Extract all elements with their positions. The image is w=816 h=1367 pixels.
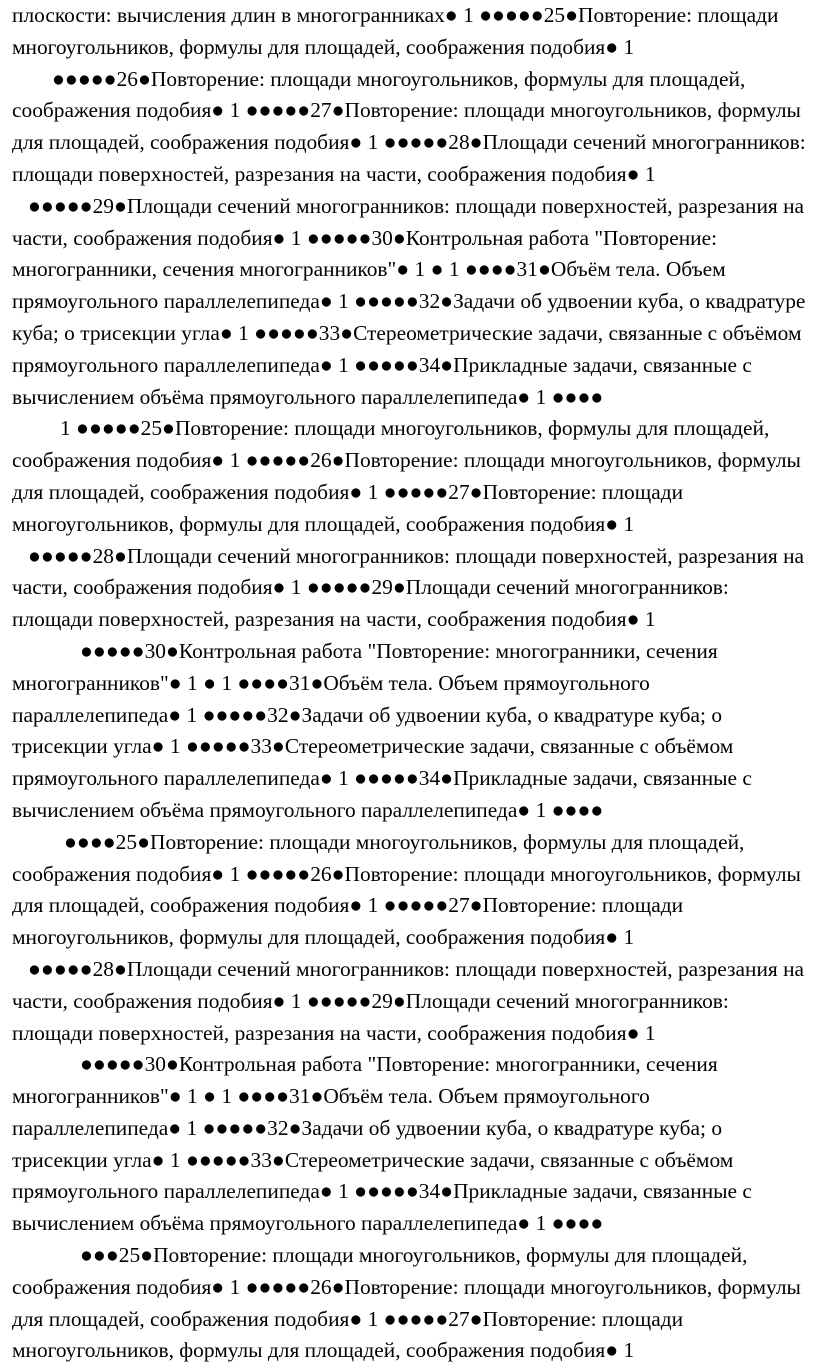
text-line: ●●●●●29●Площади сечений многогранников: площади поверхностей, разрезания на bbox=[28, 193, 805, 218]
text-line: ●●●●●28●Площади сечений многогранников: площади поверхностей, разрезания на bbox=[28, 543, 805, 568]
text-line: многоугольников, формулы для площадей, соображения подобия● 1 bbox=[12, 925, 635, 950]
text-line: прямоугольного параллелепипеда● 1 ●●●●●34●Прикладные задачи, связанные с bbox=[12, 1179, 752, 1204]
text-line: ●●●●●28●Площади сечений многогранников: площади поверхностей, разрезания на bbox=[28, 956, 805, 981]
text-line: ●●●●25●Повторение: площади многоугольников, формулы для площадей, bbox=[64, 829, 745, 854]
text-line: трисекции угла● 1 ●●●●●33●Стереометрические задачи, связанные с объёмом bbox=[12, 734, 734, 759]
text-line: площади поверхностей, разрезания на части, соображения подобия● 1 bbox=[12, 161, 656, 186]
text-line: многогранников"● 1 ● 1 ●●●●31●Объём тела. Объем прямоугольного bbox=[12, 670, 650, 695]
text-line: прямоугольного параллелепипеда● 1 ●●●●●34●Прикладные задачи, связанные с bbox=[12, 766, 752, 791]
text-line: ●●●25●Повторение: площади многоугольников, формулы для площадей, bbox=[80, 1243, 748, 1268]
text-line: соображения подобия● 1 ●●●●●26●Повторение: площади многоугольников, формулы bbox=[12, 1274, 801, 1299]
text-line: параллелепипеда● 1 ●●●●●32●Задачи об удвоении куба, о квадратуре куба; о bbox=[12, 702, 723, 727]
text-line: соображения подобия● 1 ●●●●●27●Повторение: площади многоугольников, формулы bbox=[12, 98, 801, 123]
text-line: для площадей, соображения подобия● 1 ●●●●●27●Повторение: площади bbox=[12, 893, 684, 918]
text-line: ●●●●●26●Повторение: площади многоугольников, формулы для площадей, bbox=[52, 66, 746, 91]
text-line: многоугольников, формулы для площадей, соображения подобия● 1 bbox=[12, 34, 635, 59]
text-line: многогранники, сечения многогранников"● 1 ● 1 ●●●●31●Объём тела. Объем bbox=[12, 257, 726, 282]
text-line: площади поверхностей, разрезания на части, соображения подобия● 1 bbox=[12, 607, 656, 632]
text-line: части, соображения подобия● 1 ●●●●●29●Площади сечений многогранников: bbox=[12, 988, 729, 1013]
text-line: вычислением объёма прямоугольного параллелепипеда● 1 ●●●● bbox=[12, 797, 604, 822]
text-line: вычислением объёма прямоугольного параллелепипеда● 1 ●●●● bbox=[12, 384, 604, 409]
text-line: соображения подобия● 1 ●●●●●26●Повторение: площади многоугольников, формулы bbox=[12, 448, 801, 473]
text-line: трисекции угла● 1 ●●●●●33●Стереометрические задачи, связанные с объёмом bbox=[12, 1147, 734, 1172]
text-line: 1 ●●●●●25●Повторение: площади многоугольников, формулы для площадей, bbox=[60, 416, 770, 441]
text-line: для площадей, соображения подобия● 1 ●●●●●27●Повторение: площади bbox=[12, 1306, 684, 1331]
text-line: куба; о трисекции угла● 1 ●●●●●33●Стереометрические задачи, связанные с объёмом bbox=[12, 320, 802, 345]
text-line: параллелепипеда● 1 ●●●●●32●Задачи об удвоении куба, о квадратуре куба; о bbox=[12, 1115, 723, 1140]
text-line: многоугольников, формулы для площадей, соображения подобия● 1 bbox=[12, 511, 635, 536]
text-line: прямоугольного параллелепипеда● 1 ●●●●●34●Прикладные задачи, связанные с bbox=[12, 352, 752, 377]
text-line: части, соображения подобия● 1 ●●●●●29●Площади сечений многогранников: bbox=[12, 575, 729, 600]
text-line: прямоугольного параллелепипеда● 1 ●●●●●32●Задачи об удвоении куба, о квадратуре bbox=[12, 289, 806, 314]
text-line: ●●●●●30●Контрольная работа "Повторение: многогранники, сечения bbox=[80, 638, 718, 663]
text-line: плоскости: вычисления длин в многогранниках● 1 ●●●●●25●Повторение: площади bbox=[12, 3, 779, 27]
text-line: многогранников"● 1 ● 1 ●●●●31●Объём тела. Объем прямоугольного bbox=[12, 1084, 650, 1109]
text-line: для площадей, соображения подобия● 1 ●●●●●28●Площади сечений многогранников: bbox=[12, 130, 806, 155]
text-line: для площадей, соображения подобия● 1 ●●●●●27●Повторение: площади bbox=[12, 479, 684, 504]
text-line: соображения подобия● 1 ●●●●●26●Повторение: площади многоугольников, формулы bbox=[12, 861, 801, 886]
text-line: площади поверхностей, разрезания на части, соображения подобия● 1 bbox=[12, 1020, 656, 1045]
text-line: ●●●●●30●Контрольная работа "Повторение: многогранники, сечения bbox=[80, 1052, 718, 1077]
text-line: многоугольников, формулы для площадей, соображения подобия● 1 bbox=[12, 1338, 635, 1363]
text-line: вычислением объёма прямоугольного параллелепипеда● 1 ●●●● bbox=[12, 1211, 604, 1236]
text-line: части, соображения подобия● 1 ●●●●●30●Контрольная работа "Повторение: bbox=[12, 225, 718, 250]
